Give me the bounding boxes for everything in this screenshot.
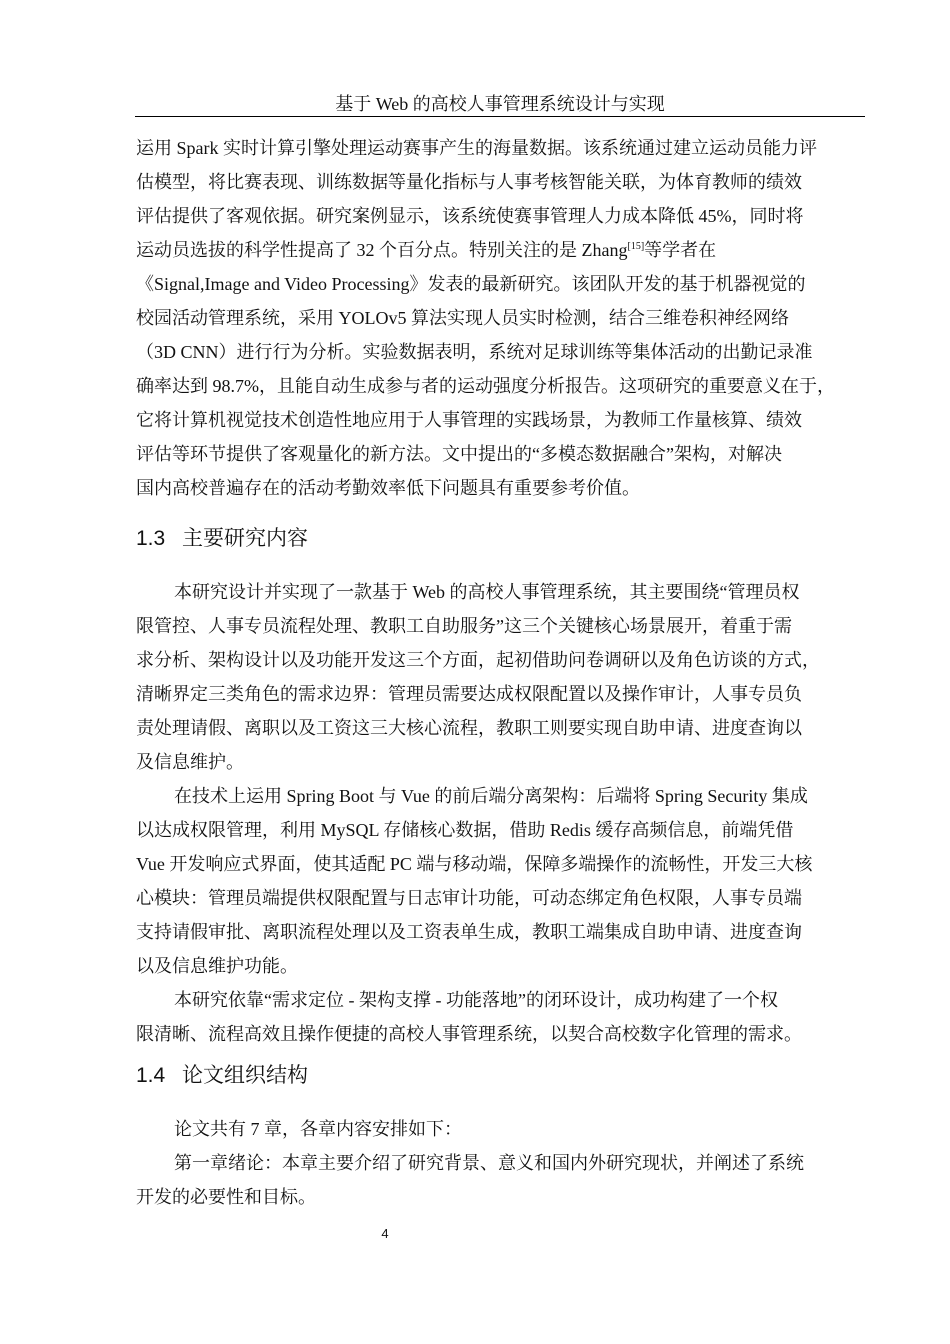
section-heading-1-3 xyxy=(136,524,308,553)
section-number: 1.4 xyxy=(136,1064,166,1087)
text-line: Vue 开发响应式界面，使其适配 PC 端与移动端，保障多端操作的流畅性，开发三大核 xyxy=(136,854,813,874)
section-number: 1.3 xyxy=(136,527,166,550)
text-line: 国内高校普遍存在的活动考勤效率低下问题具有重要参考价值。 xyxy=(136,478,640,498)
citation-marker: [15] xyxy=(627,241,645,252)
text-line: 支持请假审批、离职流程处理以及工资表单生成，教职工端集成自助申请、进度查询 xyxy=(136,922,802,942)
text-line: 确率达到 98.7%，且能自动生成参与者的运动强度分析报告。这项研究的重要意义在于， xyxy=(136,376,835,396)
text-line: 第一章绪论：本章主要介绍了研究背景、意义和国内外研究现状，并阐述了系统 xyxy=(174,1153,804,1173)
header-rule xyxy=(135,116,865,117)
section-1-4-body xyxy=(136,1112,871,1214)
running-head: 基于 Web 的高校人事管理系统设计与实现 xyxy=(335,94,665,114)
text-segment: 运动员选拔的科学性提高了 32 个百分点。特别关注的是 Zhang xyxy=(136,240,628,260)
text-line: 责处理请假、离职以及工资这三大核心流程，教职工则要实现自助申请、进度查询以 xyxy=(136,718,802,738)
text-line: 限清晰、流程高效且操作便捷的高校人事管理系统，以契合高校数字化管理的需求。 xyxy=(136,1024,802,1044)
text-line: 限管控、人事专员流程处理、教职工自助服务”这三个关键核心场景展开，着重于需 xyxy=(136,616,792,636)
text-line: 评估提供了客观依据。研究案例显示，该系统使赛事管理人力成本降低 45%，同时将 xyxy=(136,206,804,226)
text-line: （3D CNN）进行行为分析。实验数据表明，系统对足球训练等集体活动的出勤记录准 xyxy=(136,342,813,362)
intro-paragraph xyxy=(136,131,871,505)
text-line-with-citation xyxy=(136,233,871,267)
text-line: 以及信息维护功能。 xyxy=(136,956,298,976)
text-line: 开发的必要性和目标。 xyxy=(136,1187,316,1207)
text-line: 运用 Spark 实时计算引擎处理运动赛事产生的海量数据。该系统通过建立运动员能力评 xyxy=(136,138,817,158)
section-heading-1-4 xyxy=(136,1061,308,1090)
text-line: 《Signal,Image and Video Processing》发表的最新研究。该团队开发的基于机器视觉的 xyxy=(136,274,806,294)
section-1-3-body xyxy=(136,575,871,1051)
text-line: 本研究设计并实现了一款基于 Web 的高校人事管理系统，其主要围绕“管理员权 xyxy=(174,582,800,602)
text-line: 它将计算机视觉技术创造性地应用于人事管理的实践场景，为教师工作量核算、绩效 xyxy=(136,410,802,430)
text-line: 求分析、架构设计以及功能开发这三个方面，起初借助问卷调研以及角色访谈的方式， xyxy=(136,650,820,670)
text-line: 本研究依靠“需求定位 - 架构支撑 - 功能落地”的闭环设计，成功构建了一个权 xyxy=(174,990,778,1010)
text-line: 以达成权限管理，利用 MySQL 存储核心数据，借助 Redis 缓存高频信息，前端凭借 xyxy=(136,820,794,840)
section-title: 主要研究内容 xyxy=(182,526,308,550)
text-line: 评估等环节提供了客观量化的新方法。文中提出的“多模态数据融合”架构，对解决 xyxy=(136,444,782,464)
text-line: 校园活动管理系统，采用 YOLOv5 算法实现人员实时检测，结合三维卷积神经网络 xyxy=(136,308,789,328)
text-line: 及信息维护。 xyxy=(136,752,244,772)
text-line: 论文共有 7 章，各章内容安排如下： xyxy=(174,1119,462,1139)
text-line: 心模块：管理员端提供权限配置与日志审计功能，可动态绑定角色权限，人事专员端 xyxy=(136,888,802,908)
page-number: 4 xyxy=(381,1226,389,1241)
section-title: 论文组织结构 xyxy=(182,1063,308,1087)
text-line: 估模型，将比赛表现、训练数据等量化指标与人事考核智能关联，为体育教师的绩效 xyxy=(136,172,802,192)
text-line: 清晰界定三类角色的需求边界：管理员需要达成权限配置以及操作审计，人事专员负 xyxy=(136,684,802,704)
text-segment: 等学者在 xyxy=(644,240,717,260)
text-line: 在技术上运用 Spring Boot 与 Vue 的前后端分离架构：后端将 Spring Security 集成 xyxy=(174,786,808,806)
